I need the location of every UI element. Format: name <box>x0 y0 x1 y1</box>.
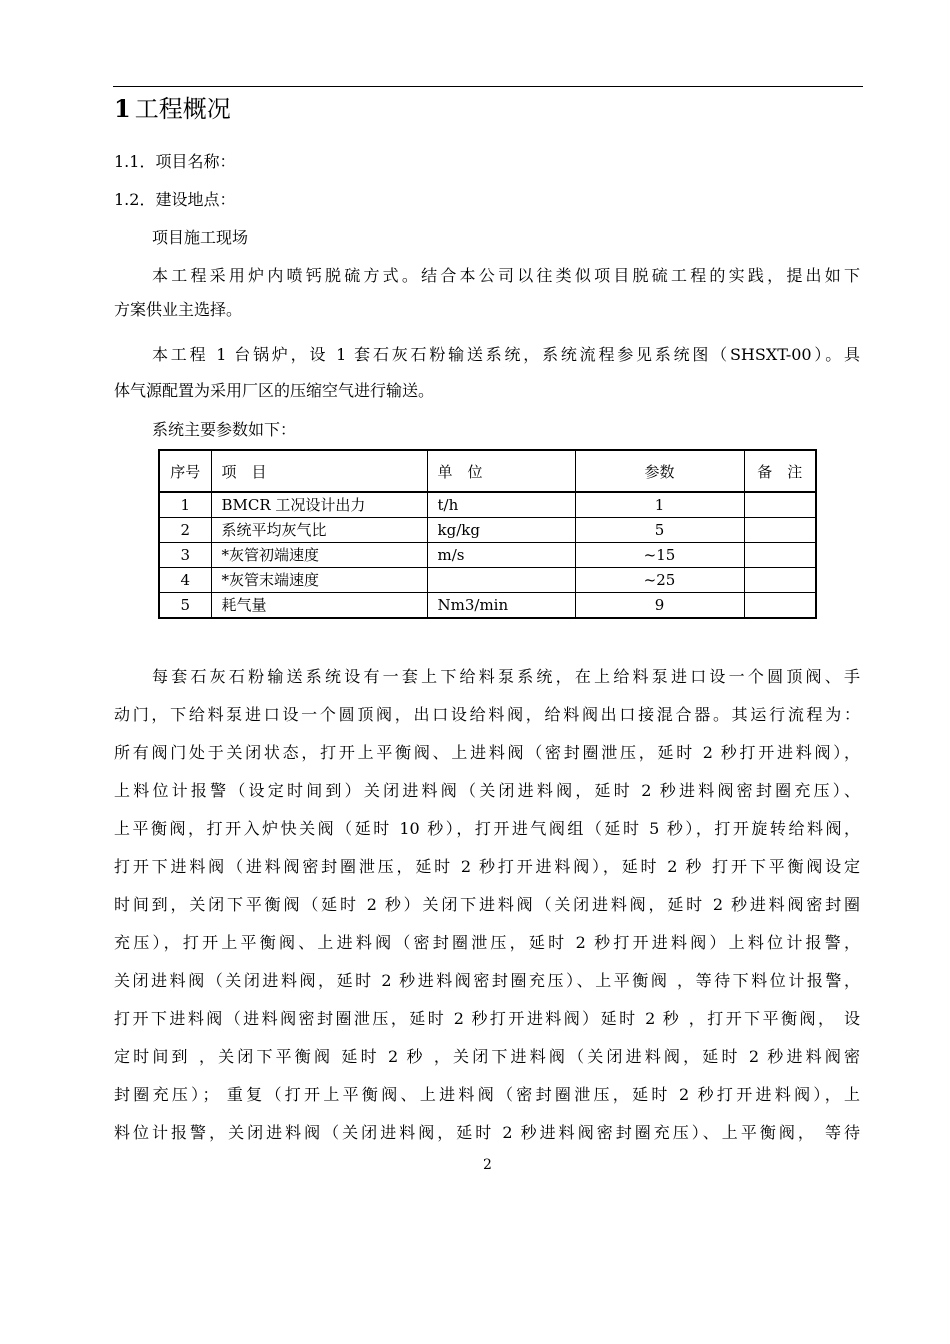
cell-value: ~15 <box>575 543 744 568</box>
cell-unit: m/s <box>427 543 575 568</box>
header-rule <box>113 86 863 87</box>
table-header-row <box>159 450 816 492</box>
parameter-table <box>158 449 817 619</box>
cell-value: 5 <box>575 518 744 543</box>
paragraph-line: 方案供业主选择。 <box>114 300 243 319</box>
section-title: 工程概况 <box>134 95 231 123</box>
cell-item: 耗气量 <box>211 593 427 619</box>
cell-unit: kg/kg <box>427 518 575 543</box>
table-row <box>159 492 816 518</box>
paragraph-line: 关闭进料阀（关闭进料阀，延时 2 秒进料阀密封圈充压）、上平衡阀 ，等待下料位计报警， <box>114 971 860 990</box>
cell-value: ~25 <box>575 568 744 593</box>
cell-item: 系统平均灰气比 <box>211 518 427 543</box>
cell-item: *灰管初端速度 <box>211 543 427 568</box>
cell-index: 3 <box>159 543 211 568</box>
paragraph-line: 上料位计报警（设定时间到）关闭进料阀（关闭进料阀，延时 2 秒进料阀密封圈充压）、 <box>114 781 860 800</box>
cell-remark <box>744 543 816 568</box>
cell-remark <box>744 593 816 619</box>
cell-unit: t/h <box>427 492 575 518</box>
cell-item: *灰管末端速度 <box>211 568 427 593</box>
col-header-item: 项 目 <box>211 450 427 492</box>
cell-value: 9 <box>575 593 744 619</box>
cell-index: 1 <box>159 492 211 518</box>
cell-remark <box>744 568 816 593</box>
cell-index: 4 <box>159 568 211 593</box>
paragraph-line: 料位计报警，关闭进料阀（关闭进料阀，延时 2 秒进料阀密封圈充压）、上平衡阀， 等待 <box>114 1123 860 1142</box>
col-header-index: 序号 <box>159 450 211 492</box>
section-number: 1 <box>114 94 131 123</box>
paragraph-line: 本工程 1 台锅炉，设 1 套石灰石粉输送系统，系统流程参见系统图（SHSXT-00）。具 <box>152 345 860 364</box>
page-number: 2 <box>483 1157 492 1173</box>
col-header-remark: 备 注 <box>744 450 816 492</box>
table-row <box>159 518 816 543</box>
table-row <box>159 568 816 593</box>
paragraph-line: 打开下进料阀（进料阀密封圈泄压，延时 2 秒打开进料阀），延时 2 秒 打开下平衡阀设定 <box>114 857 860 876</box>
cell-remark <box>744 492 816 518</box>
cell-value: 1 <box>575 492 744 518</box>
col-header-value: 参数 <box>575 450 744 492</box>
paragraph-line: 每套石灰石粉输送系统设有一套上下给料泵系统，在上给料泵进口设一个圆顶阀、手 <box>152 667 860 686</box>
cell-unit <box>427 568 575 593</box>
site-value: 项目施工现场 <box>152 228 249 247</box>
item-project-name: 1.1．项目名称： <box>114 152 236 171</box>
paragraph-line: 充压），打开上平衡阀、上进料阀（密封圈泄压，延时 2 秒打开进料阀）上料位计报警， <box>114 933 860 952</box>
paragraph-line: 本工程采用炉内喷钙脱硫方式。结合本公司以往类似项目脱硫工程的实践，提出如下 <box>152 266 860 285</box>
cell-unit: Nm3/min <box>427 593 575 619</box>
paragraph-line: 打开下进料阀（进料阀密封圈泄压，延时 2 秒打开进料阀）延时 2 秒 ，打开下平衡阀， 设 <box>114 1009 860 1028</box>
paragraph-line: 动门，下给料泵进口设一个圆顶阀，出口设给料阀，给料阀出口接混合器。其运行流程为： <box>114 705 860 724</box>
col-header-unit: 单 位 <box>427 450 575 492</box>
cell-index: 5 <box>159 593 211 619</box>
table-row <box>159 593 816 619</box>
cell-index: 2 <box>159 518 211 543</box>
table-intro: 系统主要参数如下： <box>152 420 297 439</box>
section-heading <box>114 94 231 124</box>
table-row <box>159 543 816 568</box>
paragraph-line: 定时间到 ，关闭下平衡阀 延时 2 秒 ，关闭下进料阀（关闭进料阀，延时 2 秒进料阀密 <box>114 1047 860 1066</box>
paragraph-line: 上平衡阀，打开入炉快关阀（延时 10 秒），打开进气阀组（延时 5 秒），打开旋转给料阀， <box>114 819 860 838</box>
paragraph-line: 所有阀门处于关闭状态，打开上平衡阀、上进料阀（密封圈泄压，延时 2 秒打开进料阀）， <box>114 743 860 762</box>
item-construction-site: 1.2．建设地点： <box>114 190 236 209</box>
paragraph-line: 体气源配置为采用厂区的压缩空气进行输送。 <box>114 381 435 400</box>
paragraph-line: 封圈充压）； 重复（打开上平衡阀、上进料阀（密封圈泄压，延时 2 秒打开进料阀），上 <box>114 1085 860 1104</box>
cell-item: BMCR 工况设计出力 <box>211 492 427 518</box>
cell-remark <box>744 518 816 543</box>
paragraph-line: 时间到，关闭下平衡阀（延时 2 秒）关闭下进料阀（关闭进料阀，延时 2 秒进料阀密封圈 <box>114 895 860 914</box>
